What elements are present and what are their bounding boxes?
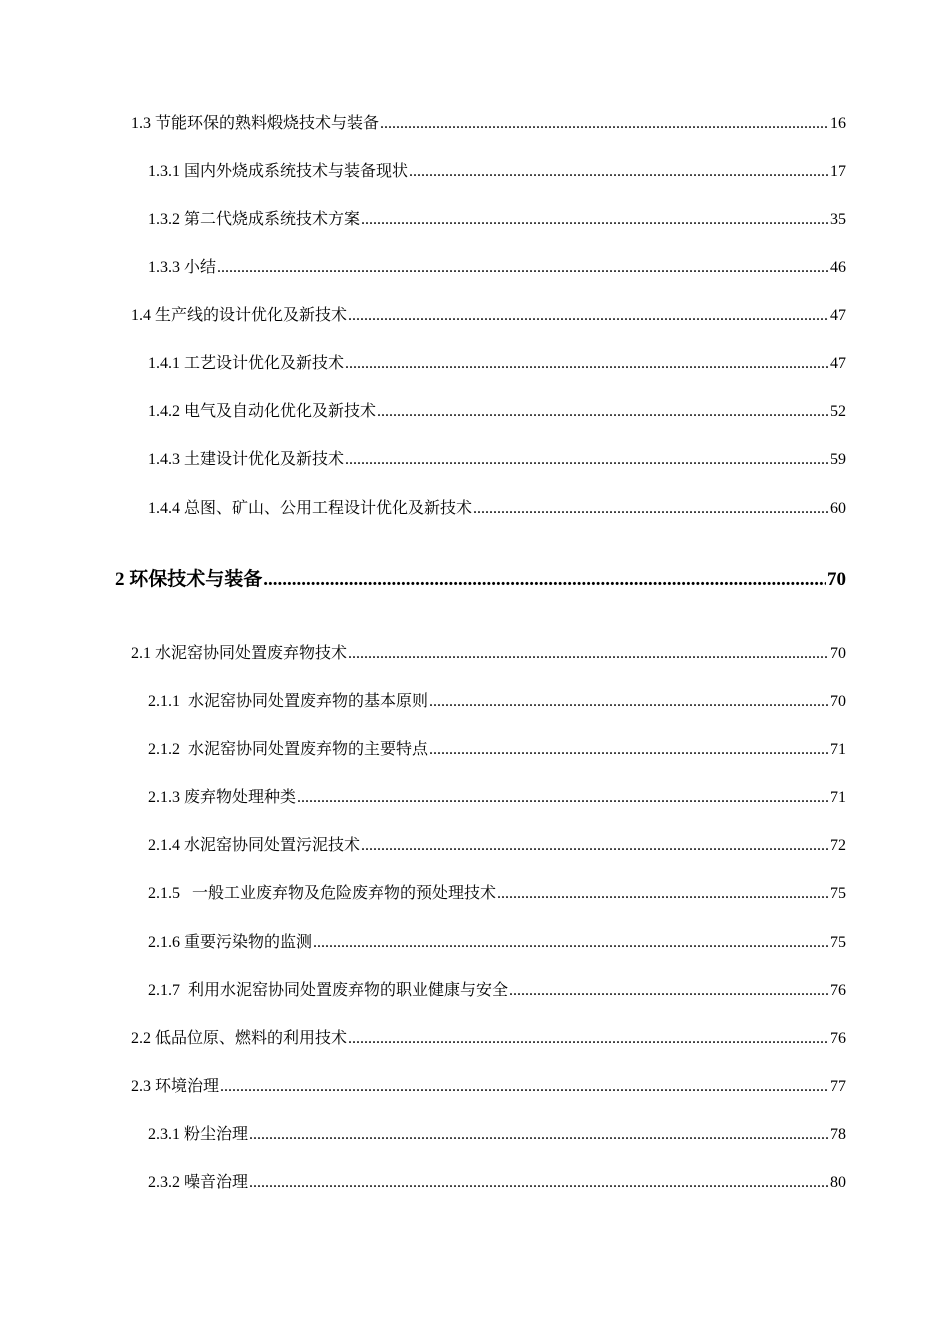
toc-dot-leader — [509, 981, 829, 1001]
toc-dot-leader — [313, 933, 829, 953]
toc-entry-title: 1.4.1 工艺设计优化及新技术 — [148, 355, 345, 372]
toc-dot-leader — [497, 884, 829, 904]
toc-page-number: 70 — [830, 645, 846, 662]
toc-entry-title: 2.1.1 水泥窑协同处置废弃物的基本原则 — [148, 693, 429, 710]
toc-page-number: 71 — [830, 789, 846, 806]
toc-dot-leader — [345, 354, 829, 374]
toc-entry-2-1[interactable] — [131, 644, 846, 664]
toc-page-number: 76 — [830, 1030, 846, 1047]
toc-entry-1-4-1[interactable] — [148, 354, 846, 374]
toc-entry-2-1-7[interactable] — [148, 981, 846, 1001]
toc-page-number: 47 — [830, 355, 846, 372]
toc-entry-title: 2.1.4 水泥窑协同处置污泥技术 — [148, 837, 361, 854]
toc-entry-title: 2.3.1 粉尘治理 — [148, 1126, 249, 1143]
toc-page-number: 70 — [830, 693, 846, 710]
toc-dot-leader — [348, 644, 829, 664]
toc-page-number: 59 — [830, 451, 846, 468]
toc-entry-title: 1.3.1 国内外烧成系统技术与装备现状 — [148, 163, 409, 180]
toc-entry-title: 2.1.6 重要污染物的监测 — [148, 934, 313, 951]
toc-entry-2-3-2[interactable] — [148, 1173, 846, 1193]
toc-entry-title: 1.4 生产线的设计优化及新技术 — [131, 307, 348, 324]
toc-entry-2-1-2[interactable] — [148, 740, 846, 760]
toc-entry-2-1-4[interactable] — [148, 836, 846, 856]
toc-entry-1-4-4[interactable] — [148, 499, 846, 519]
toc-page-number: 75 — [830, 885, 846, 902]
toc-entry-title: 2.2 低品位原、燃料的利用技术 — [131, 1030, 348, 1047]
toc-entry-2-1-6[interactable] — [148, 933, 846, 953]
toc-entry-title: 2.1.3 废弃物处理种类 — [148, 789, 297, 806]
toc-entry-title: 1.4.2 电气及自动化优化及新技术 — [148, 403, 377, 420]
toc-dot-leader — [345, 450, 829, 470]
toc-entry-title: 1.4.4 总图、矿山、公用工程设计优化及新技术 — [148, 500, 473, 517]
toc-dot-leader — [348, 306, 829, 326]
toc-entry-title: 2.1 水泥窑协同处置废弃物技术 — [131, 645, 348, 662]
toc-page-number: 17 — [830, 163, 846, 180]
toc-page-number: 80 — [830, 1174, 846, 1191]
toc-entry-2-2[interactable] — [131, 1029, 846, 1049]
toc-page-number: 52 — [830, 403, 846, 420]
toc-page-number: 75 — [830, 934, 846, 951]
toc-page-number: 70 — [827, 569, 846, 590]
toc-entry-title: 2.1.7 利用水泥窑协同处置废弃物的职业健康与安全 — [148, 982, 509, 999]
toc-page-number: 77 — [830, 1078, 846, 1095]
toc-entry-2-1-3[interactable] — [148, 788, 846, 808]
toc-entry-title: 1.3 节能环保的熟料煅烧技术与装备 — [131, 115, 380, 132]
toc-dot-leader — [263, 568, 826, 592]
toc-page-number: 78 — [830, 1126, 846, 1143]
toc-entry-title: 1.3.3 小结 — [148, 259, 217, 276]
toc-entry-2-1-1[interactable] — [148, 692, 846, 712]
toc-dot-leader — [361, 210, 829, 230]
toc-entry-1-4-3[interactable] — [148, 450, 846, 470]
toc-dot-leader — [217, 258, 829, 278]
toc-page-number: 72 — [830, 837, 846, 854]
toc-dot-leader — [249, 1173, 829, 1193]
toc-page-number: 35 — [830, 211, 846, 228]
toc-page-number: 76 — [830, 982, 846, 999]
toc-page-number: 46 — [830, 259, 846, 276]
toc-entry-title: 1.3.2 第二代烧成系统技术方案 — [148, 211, 361, 228]
toc-page-number: 71 — [830, 741, 846, 758]
toc-entry-title: 2.1.5 一般工业废弃物及危险废弃物的预处理技术 — [148, 885, 497, 902]
toc-page-number: 16 — [830, 115, 846, 132]
toc-entry-2-3-1[interactable] — [148, 1125, 846, 1145]
toc-dot-leader — [429, 740, 829, 760]
toc-dot-leader — [348, 1029, 829, 1049]
toc-dot-leader — [409, 162, 829, 182]
toc-entry-title: 1.4.3 土建设计优化及新技术 — [148, 451, 345, 468]
toc-page-number: 47 — [830, 307, 846, 324]
toc-entry-1-4-2[interactable] — [148, 402, 846, 422]
toc-entry-1-4[interactable] — [131, 306, 846, 326]
toc-entry-1-3-1[interactable] — [148, 162, 846, 182]
toc-entry-1-3-2[interactable] — [148, 210, 846, 230]
toc-entry-title: 2.1.2 水泥窑协同处置废弃物的主要特点 — [148, 741, 429, 758]
toc-dot-leader — [249, 1125, 829, 1145]
toc-entry-1-3[interactable] — [131, 114, 846, 134]
toc-entry-2-1-5[interactable] — [148, 884, 846, 904]
toc-dot-leader — [361, 836, 829, 856]
toc-entry-title: 2 环保技术与装备 — [115, 569, 263, 590]
toc-dot-leader — [429, 692, 829, 712]
toc-page-number: 60 — [830, 500, 846, 517]
toc-dot-leader — [380, 114, 829, 134]
toc-dot-leader — [473, 499, 829, 519]
toc-dot-leader — [220, 1077, 829, 1097]
toc-entry-1-3-3[interactable] — [148, 258, 846, 278]
toc-entry-title: 2.3.2 噪音治理 — [148, 1174, 249, 1191]
toc-entry-chapter-2[interactable] — [115, 568, 846, 592]
toc-entry-title: 2.3 环境治理 — [131, 1078, 220, 1095]
toc-entry-2-3[interactable] — [131, 1077, 846, 1097]
toc-dot-leader — [377, 402, 829, 422]
toc-dot-leader — [297, 788, 829, 808]
